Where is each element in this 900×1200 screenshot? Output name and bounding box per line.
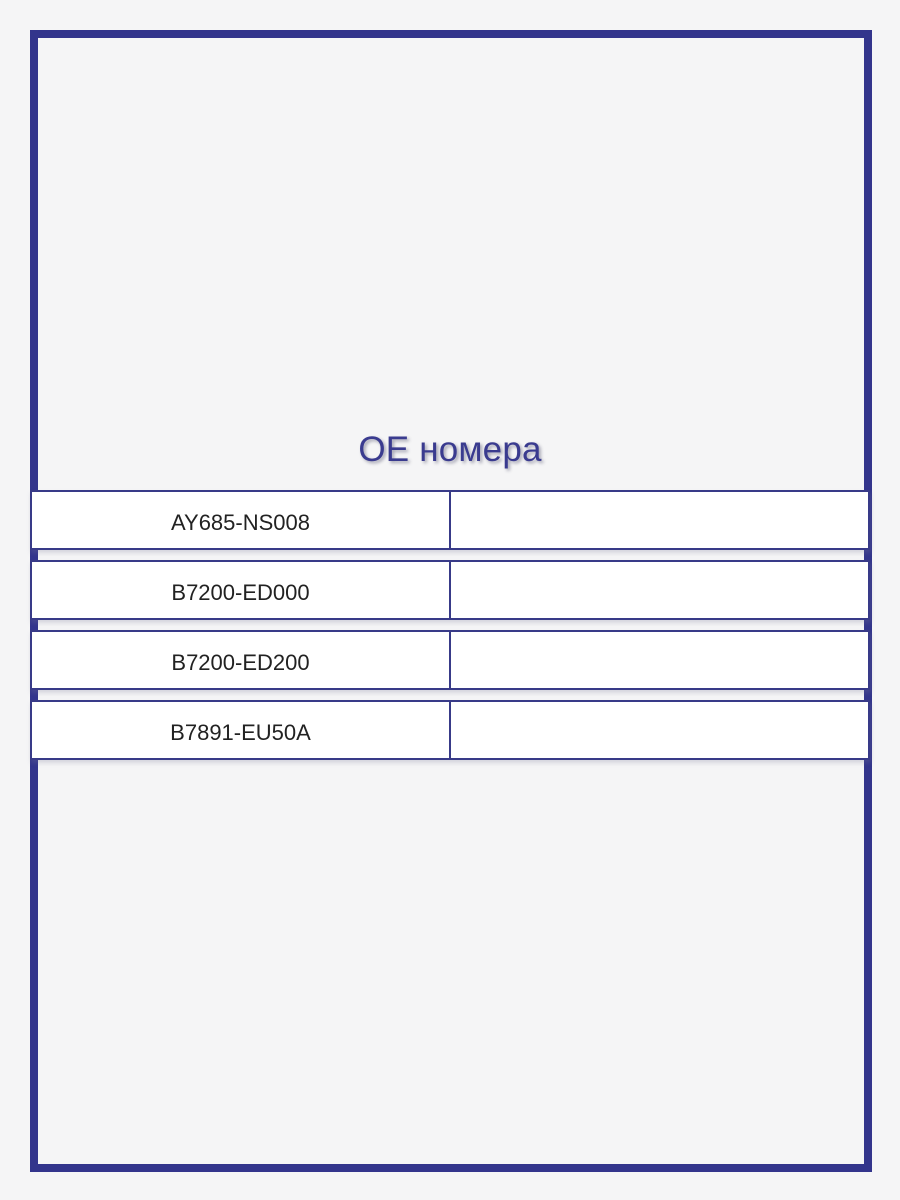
oe-number-cell: B7200-ED200 <box>32 632 451 688</box>
empty-cell <box>451 632 868 688</box>
oe-number-cell: B7891-EU50A <box>32 702 451 758</box>
table-row <box>30 630 870 690</box>
table-row <box>30 490 870 550</box>
empty-cell <box>451 562 868 618</box>
empty-cell <box>451 702 868 758</box>
oe-number-cell: B7200-ED000 <box>32 562 451 618</box>
oe-numbers-table <box>30 490 872 770</box>
table-row <box>30 560 870 620</box>
table-row <box>30 700 870 760</box>
oe-number-cell: AY685-NS008 <box>32 492 451 548</box>
page-title: OE номера <box>358 430 542 469</box>
empty-cell <box>451 492 868 548</box>
